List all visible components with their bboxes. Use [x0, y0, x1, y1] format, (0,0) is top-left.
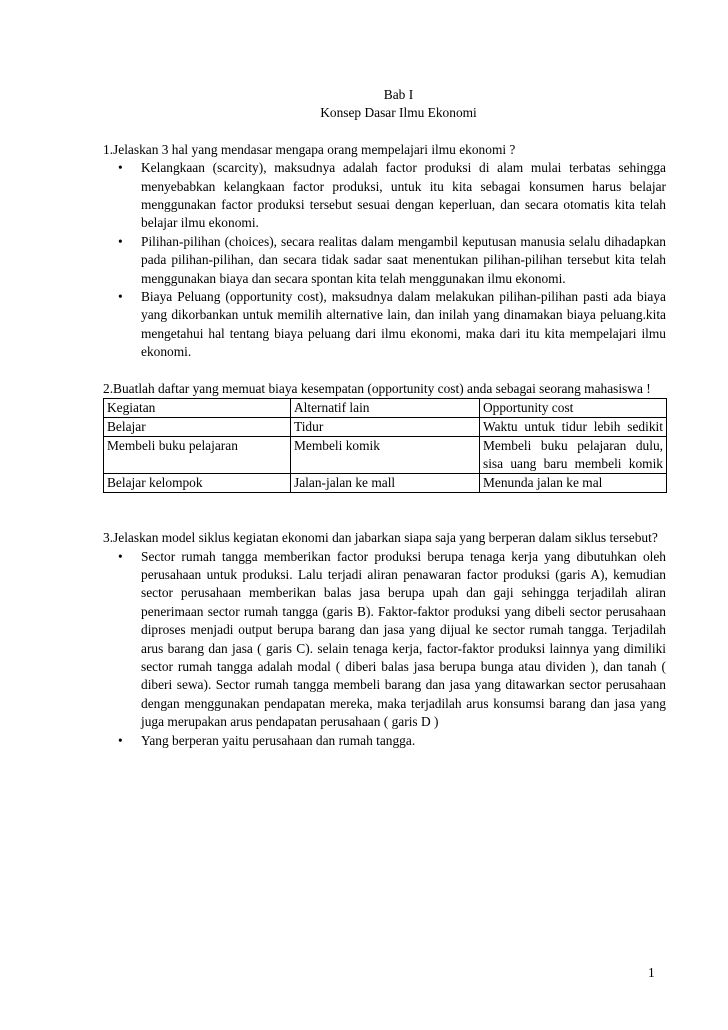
- page-number: 1: [648, 965, 655, 980]
- table-cell: Tidur: [291, 418, 480, 437]
- table-cell: Menunda jalan ke mal: [480, 474, 667, 493]
- table-row: [104, 474, 667, 493]
- question-2-text: 2.Buatlah daftar yang memuat biaya kesempatan (opportunity cost) anda sebagai seorang mahasiswa !: [103, 380, 651, 396]
- chapter-label: Bab I: [383, 87, 414, 102]
- bullet-icon: •: [118, 233, 123, 249]
- document-page: [103, 86, 666, 750]
- question-3-text: 3.Jelaskan model siklus kegiatan ekonomi dan jabarkan siapa saja yang berperan dalam siklus tersebut?: [103, 530, 658, 546]
- bullet-icon: •: [118, 548, 123, 564]
- chapter-title: Konsep Dasar Ilmu Ekonomi: [320, 105, 477, 121]
- table-cell: Membeli komik: [291, 437, 480, 474]
- table-header-cell: Alternatif lain: [291, 399, 480, 418]
- bullet-icon: •: [118, 160, 123, 176]
- question-1-answers: [103, 159, 666, 361]
- question-3: [103, 529, 666, 750]
- table-header-cell: Opportunity cost: [480, 399, 667, 418]
- list-item: • Sector rumah tangga memberikan factor produksi berupa tenaga kerja yang dibutuhkan oleh perusahaan untuk produksi. Lalu terjadi aliran penawaran factor produksi (garis A), kemudian sector perusahaan memberikan balas jasa berupa upah dan gaji sehingga terjadilah aliran penerimaan sector rumah tangga (garis B). Faktor-faktor produksi yang dibeli sector perusahaan diproses menjadi output berupa barang dan jasa yang dijual ke sector rumah tangga. Terjadilah arus barang dan jasa ( garis C). selain tenaga kerja, factor-faktor produksi lainnya yang dimiliki sector rumah tangga adalah modal ( diberi balas jasa berupa bunga atau dividen ), dan tanah ( diberi sewa). Sector rumah tangga membeli barang dan jasa yang ditawarkan sector perusahaan dengan menggunakan pendapatan mereka, maka terjadilah arus konsumsi barang dan jasa yang juga merupakan arus pendapatan perusahaan ( garis D ): [118, 548, 666, 730]
- question-2: [103, 380, 666, 493]
- table-header-cell: Kegiatan: [104, 399, 291, 418]
- list-item: • Yang berperan yaitu perusahaan dan rumah tangga.: [103, 732, 666, 750]
- chapter-heading: [103, 86, 666, 123]
- question-1: [103, 141, 666, 362]
- list-item: • Pilihan-pilihan (choices), secara realitas dalam mengambil keputusan manusia selalu dihadapkan pada pilihan-pilihan, dan secara tidak sadar saat menentukan pilihan-pilihan tersebut kita telah menggunakan biaya dan secara spontan kita telah menggunakan ilmu ekonomi.: [118, 233, 666, 286]
- table-cell: Belajar: [104, 418, 291, 437]
- table-row: [104, 418, 667, 437]
- list-item: • Kelangkaan (scarcity), maksudnya adalah factor produksi di alam mulai terbatas sehingga menyebabkan kelangkaan factor produksi, untuk itu kita sebagai konsumen harus belajar menggunakan factor produksi tersebut sesuai dengan keperluan, dan secara otomatis kita telah belajar ilmu ekonomi.: [118, 160, 666, 231]
- table-header-row: [104, 399, 667, 418]
- list-item: • Biaya Peluang (opportunity cost), maksudnya dalam melakukan pilihan-pilihan pasti ada biaya yang dikorbankan untuk memilih alternative lain, dan inilah yang dinamakan biaya peluang.kita mengetahui hal tentang biaya peluang dari ilmu ekonomi, maka dari itu kita mempelajari ilmu ekonomi.: [118, 289, 666, 360]
- table-cell: Membeli buku pelajaran dulu, sisa uang baru membeli komik: [480, 437, 667, 474]
- opportunity-cost-table: [103, 398, 667, 493]
- table-cell: Belajar kelompok: [104, 474, 291, 493]
- question-1-text: 1.Jelaskan 3 hal yang mendasar mengapa orang mempelajari ilmu ekonomi ?: [103, 141, 516, 157]
- table-row: [104, 437, 667, 474]
- table-cell: Waktu untuk tidur lebih sedikit: [480, 418, 667, 437]
- bullet-icon: •: [118, 289, 123, 305]
- bullet-icon: •: [118, 732, 123, 748]
- table-cell: Jalan-jalan ke mall: [291, 474, 480, 493]
- table-cell: Membeli buku pelajaran: [104, 437, 291, 474]
- question-3-answers: [103, 548, 666, 750]
